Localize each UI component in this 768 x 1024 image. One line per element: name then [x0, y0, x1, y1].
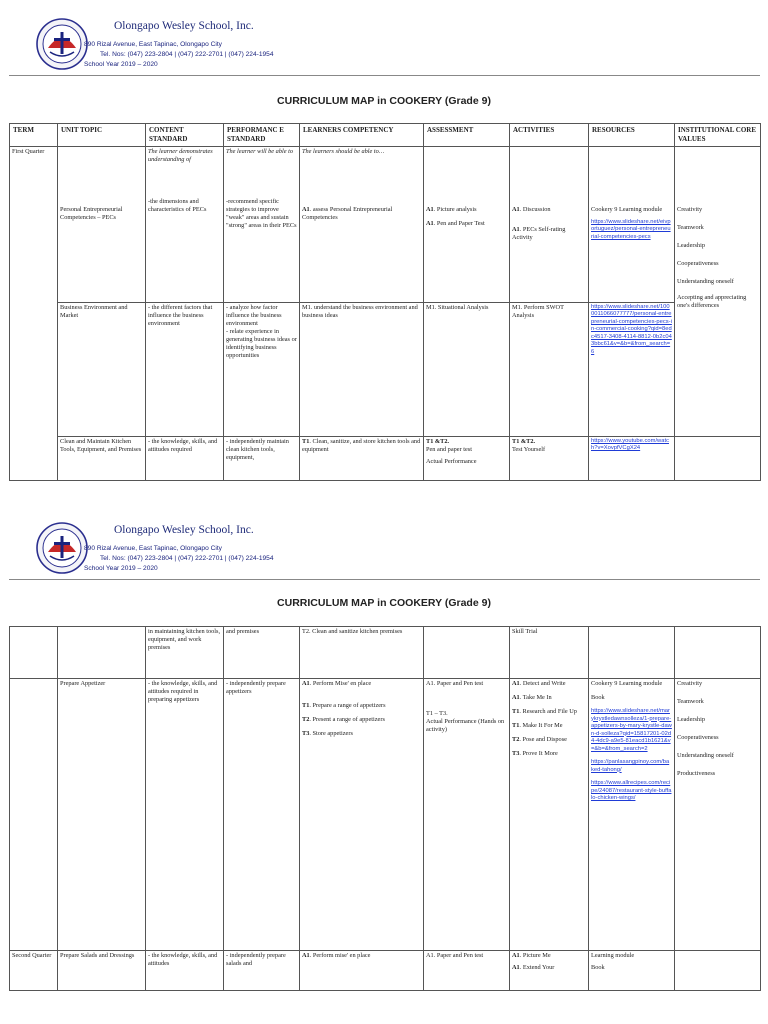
resources-cell [589, 302, 675, 436]
topic-cell: Personal Entrepreneurial Competencies – PECs [58, 146, 146, 302]
core-values-cell [675, 627, 761, 679]
activities-cell: M1. Perform SWOT Analysis [510, 302, 589, 436]
competency-cell: T2. Clean and sanitize kitchen premises [300, 627, 424, 679]
col-resources: RESOURCES [589, 124, 675, 147]
col-unit-topic: UNIT TOPIC [58, 124, 146, 147]
topic-cell: Prepare Salads and Dressings [58, 951, 146, 991]
school-year: School Year 2019 – 2020 [84, 61, 158, 68]
competency-cell: A1. Perform Mise' en place T1. Prepare a range of appetizers T2. Present a range of appetizers T3. Store appetizers [300, 679, 424, 951]
table-row [10, 951, 761, 991]
resource-link[interactable]: https://www.slideshare.net/1000011066077777/personal-entrepreneurial-competencies-pecs-in-commercial-cooking?qid=8edc4517-3408-4114-8812-0b2c043bbc61&v=&b=&from_search=6 [591, 303, 672, 355]
resources-cell: Learning module Book [589, 951, 675, 991]
term-cell [10, 627, 58, 679]
performance-cell: - analyze how factor influence the business environment - relate experience in generating business ideas or identifying business opportunities [224, 302, 300, 436]
content-cell: - the knowledge, skills, and attitudes required in preparing appetizers [146, 679, 224, 951]
school-logo-seal [36, 18, 88, 70]
term-cell: Second Quarter [10, 951, 58, 991]
resources-cell [589, 436, 675, 480]
col-term: TERM [10, 124, 58, 147]
activities-cell: T1 &T2. Test Yourself [510, 436, 589, 480]
table-row [10, 436, 761, 480]
table-row [10, 627, 761, 679]
resource-link[interactable]: https://www.slideshare.net/marykrystledawnsolleza/1-prepare-appetizers-by-mary-krystle-dawn-d-solleza?qid=15817201-02d4-4dc9-a9e5-81eacd1b1621&v=&b=&from_search=2 [591, 707, 672, 752]
assessment-cell [424, 627, 510, 679]
topic-cell [58, 627, 146, 679]
school-logo-seal [36, 522, 88, 574]
assessment-cell: M1. Situational Analysis [424, 302, 510, 436]
activities-cell: A1. Detect and Write A1. Take Me In T1. Research and File Up T1. Make It For Me T2. Pose and Dispose T3. Prove It More [510, 679, 589, 951]
content-cell: - the knowledge, skills, and attitudes required [146, 436, 224, 480]
curriculum-map-table [9, 123, 761, 481]
header-divider [9, 75, 760, 76]
term-cell [10, 679, 58, 951]
competency-cell: The learners should be able to… A1. assess Personal Entrepreneurial Competencies [300, 146, 424, 302]
topic-cell: Clean and Maintain Kitchen Tools, Equipment, and Premises [58, 436, 146, 480]
content-cell: in maintaining kitchen tools, equipment, and work premises [146, 627, 224, 679]
school-address: 890 Rizal Avenue, East Tapinac, Olongapo City [84, 545, 222, 552]
resource-link[interactable]: https://www.youtube.com/watch?v=XovpfVCgX24 [591, 437, 669, 452]
resource-link[interactable]: https://www.allrecipes.com/recipe/24087/restaurant-style-buffalo-chicken-wings/ [591, 780, 672, 802]
term-cell: First Quarter [10, 146, 58, 480]
col-content-standard: CONTENT STANDARD [146, 124, 224, 147]
table-row [10, 679, 761, 951]
resources-cell: Cookery 9 Learning module Book https://www.slideshare.net/marykrystledawnsolleza/1-prepare-appetizers-by-mary-krystle-dawn-d-solleza?qid=15817201-02d4-4dc9-a9e5-81eacd1b1621&v=&b=&from_search=2 https://panlasangpinoy.com/baked-tahong/ https://www.allrecipes.com/recipe/24087/restaurant-style-buffalo-chicken-wings/ [589, 679, 675, 951]
core-values-cell: Creativity Teamwork Leadership Cooperativeness Understanding oneself Productiveness [675, 679, 761, 951]
col-core-values: INSTITUTIONAL CORE VALUES [675, 124, 761, 147]
assessment-cell: A1. Paper and Pen test T1 – T3. Actual Performance (Hands on activity) [424, 679, 510, 951]
col-assessment: ASSESSMENT [424, 124, 510, 147]
resources-cell [589, 627, 675, 679]
school-telephone: Tel. Nos: (047) 223-2804 | (047) 222-2701 | (047) 224-1954 [100, 51, 274, 58]
activities-cell: A1. Picture Me A1. Extend Your [510, 951, 589, 991]
competency-cell: A1. Perform mise' en place [300, 951, 424, 991]
topic-cell: Business Environment and Market [58, 302, 146, 436]
school-name: Olongapo Wesley School, Inc. [114, 524, 254, 536]
performance-cell: - independently prepare appetizers [224, 679, 300, 951]
core-values-cell: Creativity Teamwork Leadership Cooperativeness Understanding oneself Accepting and appreciating one's differences [675, 146, 761, 436]
core-values-cell [675, 951, 761, 991]
curriculum-map-table [9, 626, 761, 991]
school-telephone: Tel. Nos: (047) 223-2804 | (047) 222-2701 | (047) 224-1954 [100, 555, 274, 562]
col-performance-standard: PERFORMANC E STANDARD [224, 124, 300, 147]
competency-cell: T1. Clean, sanitize, and store kitchen tools and equipment [300, 436, 424, 480]
performance-cell: The learner will be able to -recommend specific strategies to improve "weak" areas and sustain "strong" areas in their PECs [224, 146, 300, 302]
document-title: CURRICULUM MAP in COOKERY (Grade 9) [277, 597, 491, 609]
competency-cell: M1. understand the business environment and business ideas [300, 302, 424, 436]
activities-cell: Skill Trial [510, 627, 589, 679]
topic-cell: Prepare Appetizer [58, 679, 146, 951]
assessment-cell: A1. Paper and Pen test [424, 951, 510, 991]
table-row [10, 302, 761, 436]
assessment-cell: A1. Picture analysis A1. Pen and Paper Test [424, 146, 510, 302]
activities-cell: A1. Discussion A1. PECs Self-rating Activity [510, 146, 589, 302]
assessment-cell: T1 &T2. Pen and paper test Actual Performance [424, 436, 510, 480]
performance-cell: - independently prepare salads and [224, 951, 300, 991]
resource-link[interactable]: https://www.slideshare.net/eivportuguez/personal-entrepreneurial-competencies-pecs [591, 218, 671, 240]
resources-cell: Cookery 9 Learning module https://www.slideshare.net/eivportuguez/personal-entrepreneurial-competencies-pecs [589, 146, 675, 302]
document-title: CURRICULUM MAP in COOKERY (Grade 9) [277, 95, 491, 107]
performance-cell: - independently maintain clean kitchen tools, equipment, [224, 436, 300, 480]
school-name: Olongapo Wesley School, Inc. [114, 20, 254, 32]
header-row [10, 124, 761, 147]
col-activities: ACTIVITIES [510, 124, 589, 147]
col-learners-competency: LEARNERS COMPETENCY [300, 124, 424, 147]
resource-link[interactable]: https://panlasangpinoy.com/baked-tahong/ [591, 759, 670, 773]
performance-cell: and premises [224, 627, 300, 679]
header-divider [9, 579, 760, 580]
table-row [10, 146, 761, 302]
school-year: School Year 2019 – 2020 [84, 565, 158, 572]
core-values-cell [675, 436, 761, 480]
school-address: 890 Rizal Avenue, East Tapinac, Olongapo City [84, 41, 222, 48]
content-cell: The learner demonstrates understanding of -the dimensions and characteristics of PECs [146, 146, 224, 302]
content-cell: - the different factors that influence the business environment [146, 302, 224, 436]
content-cell: - the knowledge, skills, and attitudes [146, 951, 224, 991]
